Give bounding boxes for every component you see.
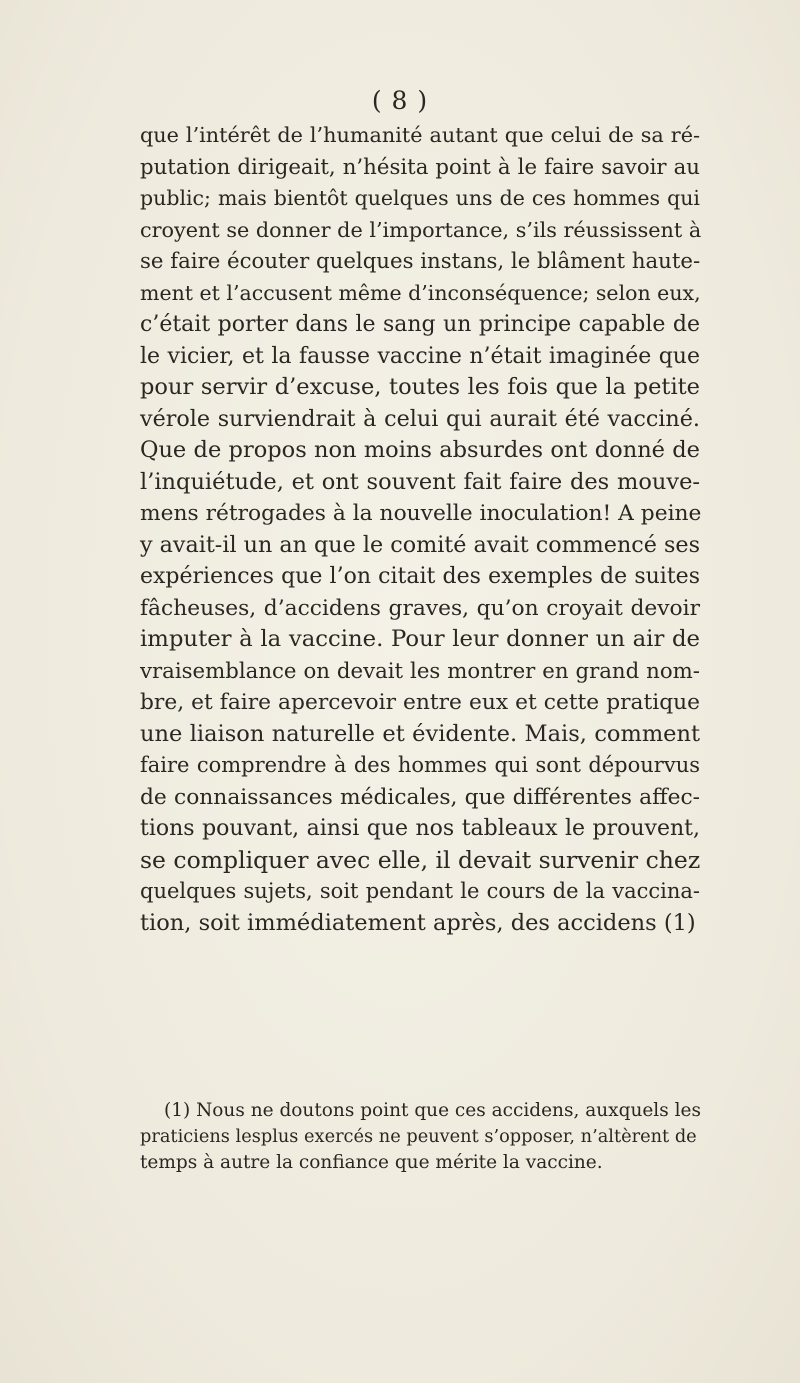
text-line: se faire écouter quelques instans, le blâment haute- (140, 249, 701, 274)
text-line: Que de propos non moins absurdes ont donné de (140, 437, 700, 463)
text-line: bre, et faire apercevoir entre eux et cette pratique (140, 690, 700, 715)
text-line: croyent se donner de l’importance, s’ils réussissent à (140, 217, 702, 242)
text-line: de connaissances médicales, que différentes affec- (140, 784, 700, 810)
main-text (140, 120, 700, 939)
text-line: quelques sujets, soit pendant le cours de la vaccina- (140, 879, 700, 903)
text-line: tion, soit immédiatement après, des accidens (1) (140, 909, 696, 936)
text-line: vérole surviendrait à celui qui aurait été vacciné. (140, 405, 700, 432)
text-line: c’était porter dans le sang un principe capable de (140, 312, 700, 337)
text-line: putation dirigeait, n’hésita point à le faire savoir au (140, 154, 700, 180)
text-line: faire comprendre à des hommes qui sont dépourvus (140, 753, 700, 777)
text-line: le vicier, et la fausse vaccine n’était imaginée que (140, 343, 700, 369)
text-line: se compliquer avec elle, il devait survenir chez (140, 845, 701, 874)
text-line: l’inquiétude, et ont souvent fait faire des mouve- (140, 468, 700, 495)
text-line: ment et l’accusent même d’inconséquence; selon eux, (140, 280, 701, 305)
footnote-line: (1) Nous ne doutons point que ces accidens, auxquels les (164, 1100, 701, 1121)
text-line: public; mais bientôt quelques uns de ces hommes qui (140, 186, 700, 210)
text-line: que l’intérêt de l’humanité autant que celui de sa ré- (140, 123, 700, 147)
text-line: une liaison naturelle et évidente. Mais, comment (140, 720, 700, 747)
text-line: imputer à la vaccine. Pour leur donner un air de (140, 626, 700, 652)
footnote-line: praticiens lesplus exercés ne peuvent s’opposer, n’altèrent de (140, 1127, 697, 1147)
footnote (140, 1098, 700, 1176)
text-line: tions pouvant, ainsi que nos tableaux le prouvent, (140, 816, 700, 841)
text-line: fâcheuses, d’accidens graves, qu’on croyait devoir (140, 595, 700, 621)
page-number: ( 8 ) (371, 86, 429, 115)
text-line: vraisemblance on devait les montrer en grand nom- (140, 658, 700, 684)
text-line: y avait-il un an que le comité avait commencé ses (140, 531, 700, 558)
footnote-line: temps à autre la confiance que mérite la vaccine. (140, 1152, 603, 1173)
text-line: mens rétrogades à la nouvelle inoculation! A peine (140, 501, 702, 526)
text-line: pour servir d’excuse, toutes les fois que la petite (140, 374, 700, 400)
text-line: expériences que l’on citait des exemples de suites (140, 564, 700, 589)
